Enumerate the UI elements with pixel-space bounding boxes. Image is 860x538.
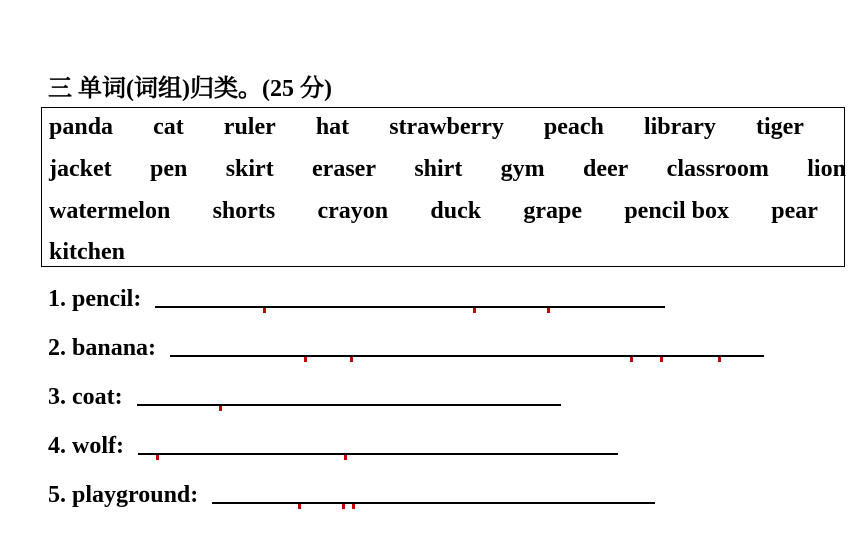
word-bank-line-4: [49, 239, 844, 266]
question-label: 5. playground:: [48, 482, 199, 508]
red-mark: [660, 357, 663, 362]
red-mark: [263, 308, 266, 313]
word-bank-item: cat: [153, 114, 184, 140]
red-mark: [350, 357, 353, 362]
word-bank-item: skirt: [225, 156, 274, 182]
word-bank-item: shirt: [414, 156, 463, 182]
word-bank-line-2: [49, 156, 846, 183]
word-bank-item: shorts: [212, 198, 276, 224]
word-bank-item: strawberry: [389, 114, 504, 140]
word-bank-item: hat: [315, 114, 350, 140]
red-mark: [342, 504, 345, 509]
question-2: [48, 335, 764, 362]
word-bank-item: eraser: [312, 156, 376, 182]
answer-blank-4[interactable]: [138, 453, 618, 455]
word-bank-item: gym: [500, 156, 545, 182]
red-mark: [547, 308, 550, 313]
answer-blank-2[interactable]: [170, 355, 764, 357]
word-bank-item: tiger: [755, 114, 804, 140]
question-label: 1. pencil:: [48, 286, 142, 312]
word-bank-item: duck: [430, 198, 482, 224]
answer-blank-5[interactable]: [212, 502, 655, 504]
question-3: [48, 384, 561, 411]
word-bank-item: jacket: [49, 156, 112, 182]
word-bank-item: grape: [523, 198, 583, 224]
red-mark: [219, 406, 222, 411]
word-bank-item: deer: [583, 156, 629, 182]
word-bank-line-3: [49, 198, 818, 225]
red-mark: [344, 455, 347, 460]
word-bank-box: [41, 107, 845, 267]
question-1: [48, 286, 665, 313]
section-title: 三 单词(词组)归类。(25 分): [48, 76, 332, 102]
red-mark: [304, 357, 307, 362]
answer-blank-3[interactable]: [137, 404, 561, 406]
red-mark: [718, 357, 721, 362]
word-bank-item: peach: [543, 114, 604, 140]
red-mark: [630, 357, 633, 362]
red-mark: [352, 504, 355, 509]
question-label: 3. coat:: [48, 384, 123, 410]
word-bank-line-1: [49, 114, 804, 141]
word-bank-item: pear: [771, 198, 818, 224]
word-bank-item: ruler: [223, 114, 276, 140]
answer-blank-1[interactable]: [155, 306, 665, 308]
question-4: [48, 433, 618, 460]
word-bank-item: watermelon: [49, 198, 171, 224]
word-bank-item: library: [643, 114, 716, 140]
question-5: [48, 482, 655, 509]
word-bank-item: panda: [49, 114, 114, 140]
red-mark: [473, 308, 476, 313]
word-bank-item: pencil box: [624, 198, 729, 224]
red-mark: [298, 504, 301, 509]
word-bank-item: crayon: [317, 198, 389, 224]
word-bank-item: kitchen: [49, 239, 126, 265]
question-label: 2. banana:: [48, 335, 157, 361]
word-bank-item: classroom: [666, 156, 769, 182]
red-mark: [156, 455, 159, 460]
question-label: 4. wolf:: [48, 433, 124, 459]
word-bank-item: lion: [807, 156, 846, 182]
word-bank-item: pen: [149, 156, 188, 182]
